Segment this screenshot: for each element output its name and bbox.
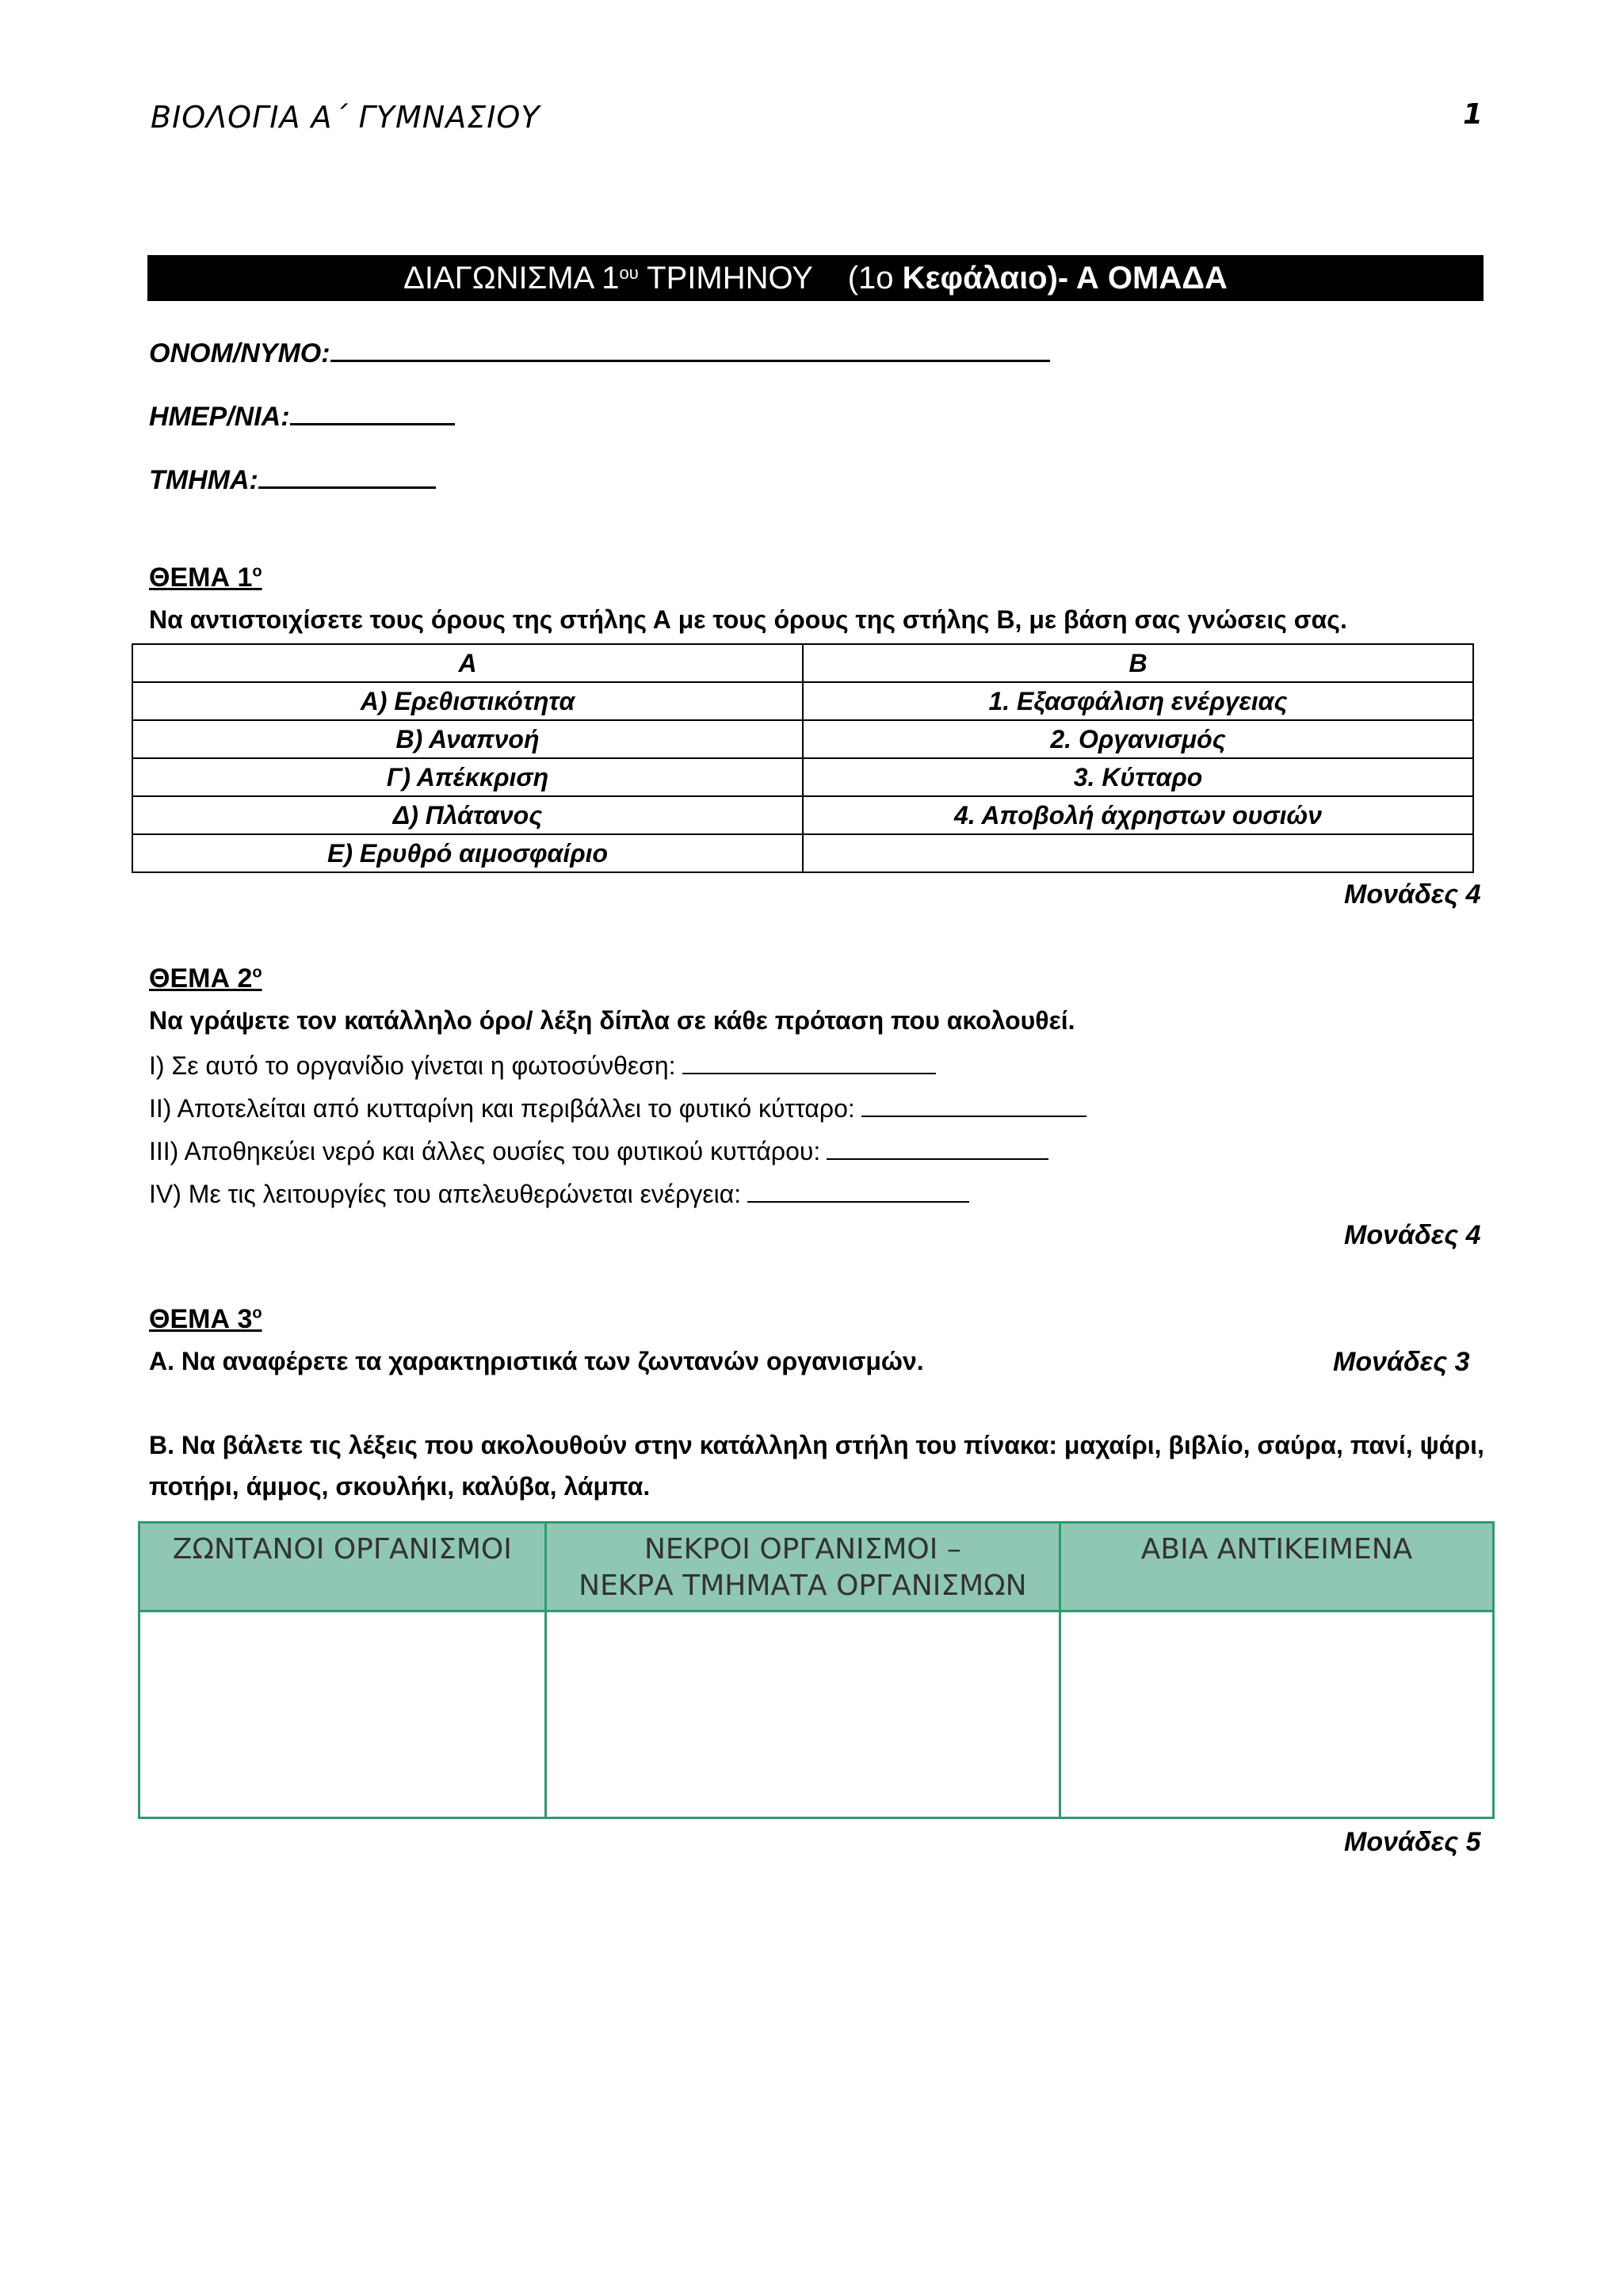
column-a-cell: Γ) Απέκκριση [132, 758, 803, 796]
sorting-table-answer-row [139, 1611, 1494, 1818]
date-field-blank[interactable] [290, 396, 455, 425]
exam-title-part3: Κεφάλαιο)- Α ΟΜΑΔΑ [902, 260, 1228, 296]
exam-title-bar [147, 255, 1484, 301]
table-row [132, 720, 1473, 758]
theme1-title-sup: ο [252, 563, 262, 581]
theme3-units: Μονάδες 5 [1344, 1827, 1481, 1857]
theme2-item-text: Ι) Σε αυτό το οργανίδιο γίνεται η φωτοσύνθεση: [149, 1051, 676, 1080]
column-b-header: Β [803, 644, 1473, 682]
column-a-cell: Ε) Ερυθρό αιμοσφαίριο [132, 834, 803, 872]
non-living-objects-header: ΑΒΙΑ ΑΝΤΙΚΕΙΜΕΝΑ [1060, 1523, 1494, 1611]
dead-organisms-header [545, 1523, 1060, 1611]
date-field [149, 396, 455, 433]
date-field-label: ΗΜΕΡ/ΝΙΑ: [149, 402, 290, 432]
living-organisms-answer-cell[interactable] [139, 1611, 546, 1818]
document-header-title: ΒΙΟΛΟΓΙΑ Α΄ ΓΥΜΝΑΣΙΟΥ [151, 100, 540, 135]
theme3-title [149, 1304, 262, 1335]
theme2-item-text: ΙV) Με τις λειτουργίες του απελευθερώνεται ενέργεια: [149, 1180, 742, 1208]
theme1-title-text: ΘΕΜΑ 1 [149, 563, 253, 593]
answer-blank[interactable] [861, 1092, 1086, 1117]
column-a-cell: Β) Αναπνοή [132, 720, 803, 758]
column-b-cell: 3. Κύτταρο [803, 758, 1473, 796]
name-field-label: ΟΝΟΜ/ΝΥΜΟ: [149, 338, 330, 368]
table-row [132, 758, 1473, 796]
exam-title-part2: ΤΡΙΜΗΝΟΥ (1ο [638, 260, 903, 296]
theme3-part-a-units: Μονάδες 3 [1333, 1347, 1470, 1377]
non-living-objects-answer-cell[interactable] [1060, 1611, 1494, 1818]
theme3-title-sup: ο [252, 1304, 262, 1322]
class-field-blank[interactable] [258, 460, 436, 489]
column-b-cell [803, 834, 1473, 872]
exam-title-part1: ΔΙΑΓΩΝΙΣΜΑ 1 [403, 260, 620, 296]
dead-organisms-header-line1: ΝΕΚΡΟΙ ΟΡΓΑΝΙΣΜΟΙ – [643, 1533, 961, 1566]
living-organisms-header: ΖΩΝΤΑΝΟΙ ΟΡΓΑΝΙΣΜΟΙ [139, 1523, 546, 1611]
theme2-item [149, 1092, 1086, 1123]
theme2-item-text: ΙΙ) Αποτελείται από κυτταρίνη και περιβάλλει το φυτικό κύτταρο: [149, 1094, 855, 1123]
column-b-cell: 1. Εξασφάλιση ενέργειας [803, 682, 1473, 720]
class-field [149, 460, 436, 496]
table-row [132, 834, 1473, 872]
sorting-table-header-row [139, 1523, 1494, 1611]
matching-table [132, 643, 1474, 873]
column-a-cell: Α) Ερεθιστικότητα [132, 682, 803, 720]
table-row [132, 796, 1473, 834]
name-field [149, 333, 1050, 369]
theme3-part-a: Α. Να αναφέρετε τα χαρακτηριστικά των ζωντανών οργανισμών. [149, 1347, 924, 1375]
theme2-item-text: ΙΙΙ) Αποθηκεύει νερό και άλλες ουσίες του φυτικού κυττάρου: [149, 1137, 821, 1165]
column-a-header: Α [132, 644, 803, 682]
table-row [132, 682, 1473, 720]
theme2-title [149, 963, 262, 994]
theme2-title-text: ΘΕΜΑ 2 [149, 963, 253, 994]
theme2-item [149, 1135, 1048, 1166]
theme1-units: Μονάδες 4 [1344, 879, 1481, 910]
sorting-table [138, 1521, 1495, 1819]
theme2-item [149, 1177, 969, 1209]
theme1-instruction: Να αντιστοιχίσετε τους όρους της στήλης Α με τους όρους της στήλης Β, με βάση σας γνώσεις σας. [149, 605, 1347, 634]
theme1-title [149, 563, 262, 593]
theme2-item [149, 1049, 936, 1081]
answer-blank[interactable] [747, 1177, 969, 1203]
column-b-cell: 2. Οργανισμός [803, 720, 1473, 758]
theme2-title-sup: ο [252, 963, 262, 982]
exam-title-sup: ου [619, 263, 639, 283]
answer-blank[interactable] [682, 1049, 936, 1074]
page-number: 1 [1463, 98, 1484, 131]
answer-blank[interactable] [827, 1135, 1048, 1160]
theme2-instruction: Να γράψετε τον κατάλληλο όρο/ λέξη δίπλα σε κάθε πρόταση που ακολουθεί. [149, 1006, 1075, 1035]
name-field-blank[interactable] [330, 333, 1050, 362]
class-field-label: ΤΜΗΜΑ: [149, 465, 258, 495]
column-a-cell: Δ) Πλάτανος [132, 796, 803, 834]
theme3-part-b-line2: ποτήρι, άμμος, σκουλήκι, καλύβα, λάμπα. [149, 1472, 651, 1501]
table-row [132, 644, 1473, 682]
theme2-units: Μονάδες 4 [1344, 1220, 1481, 1250]
dead-organisms-answer-cell[interactable] [545, 1611, 1060, 1818]
theme3-part-b-line1: Β. Να βάλετε τις λέξεις που ακολουθούν στην κατάλληλη στήλη του πίνακα: μαχαίρι, βιβλίο, σαύρα, πανί, ψάρι, [149, 1431, 1484, 1459]
theme3-title-text: ΘΕΜΑ 3 [149, 1304, 253, 1334]
dead-organisms-header-line2: ΝΕΚΡΑ ΤΜΗΜΑΤΑ ΟΡΓΑΝΙΣΜΩΝ [579, 1569, 1027, 1602]
column-b-cell: 4. Αποβολή άχρηστων ουσιών [803, 796, 1473, 834]
